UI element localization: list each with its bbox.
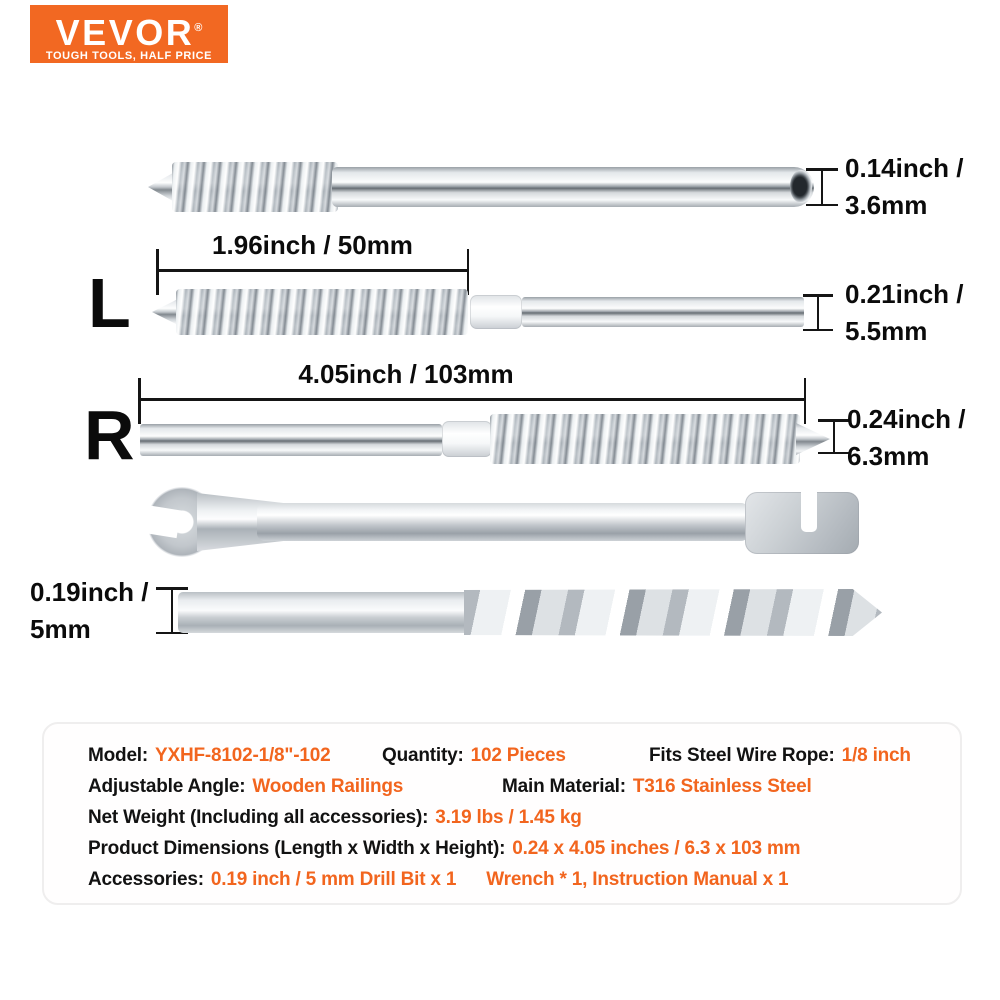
screw-swage-tube — [332, 167, 814, 207]
spec-label: Adjustable Angle: — [88, 776, 246, 797]
spec-material — [502, 776, 812, 798]
left-thread-letter: L — [88, 264, 131, 342]
wrench-jaw-opening — [135, 504, 181, 538]
marker-cap — [806, 204, 838, 207]
left-screw-length-label: 1.96inch / 50mm — [212, 230, 413, 260]
diameter-inch: 0.24inch / — [847, 404, 966, 434]
spec-value: T316 Stainless Steel — [632, 776, 812, 797]
diameter-mm: 5.5mm — [845, 316, 928, 346]
drill-flutes — [464, 589, 882, 636]
wrench-image — [145, 486, 860, 558]
right-screw-diameter-label — [847, 401, 966, 475]
brand-text: VEVOR — [55, 12, 195, 53]
screw-thread — [490, 414, 800, 464]
left-screw-diameter-label — [845, 276, 964, 350]
diameter-mm: 3.6mm — [845, 190, 928, 220]
dim-bar — [156, 269, 469, 272]
diameter-inch: 0.19inch / — [30, 577, 149, 607]
screw-thread — [172, 162, 338, 212]
spec-accessories — [88, 869, 788, 891]
marker-cap — [803, 329, 833, 332]
marker-line — [171, 587, 174, 634]
screw-thread — [176, 289, 468, 335]
brand-tagline: TOUGH TOOLS, HALF PRICE — [45, 50, 213, 62]
spec-value: 102 Pieces — [470, 745, 566, 766]
diameter-marker-left-screw — [803, 294, 833, 331]
spec-quantity — [382, 745, 566, 767]
marker-line — [833, 419, 836, 454]
diameter-inch: 0.14inch / — [845, 153, 964, 183]
registered-mark: ® — [194, 22, 203, 34]
drill-diameter-label — [30, 574, 149, 648]
marker-cap — [818, 452, 850, 455]
diameter-mm: 6.3mm — [847, 441, 930, 471]
spec-dimensions — [88, 838, 800, 860]
screw-hex-collar — [442, 421, 492, 457]
spec-value: 0.24 x 4.05 inches / 6.3 x 103 mm — [512, 838, 801, 859]
spec-value: YXHF-8102-1/8"-102 — [155, 745, 331, 766]
screw-swage-tube — [140, 424, 442, 456]
brand-name — [30, 8, 228, 53]
spec-value: 1/8 inch — [841, 745, 911, 766]
screw-hex-collar — [470, 295, 522, 329]
top-swage-screw-image — [146, 160, 836, 214]
wrench-handle — [257, 503, 749, 541]
spec-label: Product Dimensions (Length x Width x Height): — [88, 838, 506, 859]
marker-line — [817, 294, 820, 331]
diameter-marker-top — [806, 168, 838, 206]
spec-model — [88, 745, 330, 767]
right-screw-length-label: 4.05inch / 103mm — [298, 359, 514, 389]
dim-bar — [138, 398, 806, 401]
spec-label: Net Weight (Including all accessories): — [88, 807, 429, 828]
drill-shank — [178, 592, 470, 633]
drill-bit-image — [178, 589, 882, 636]
spec-label: Quantity: — [382, 745, 464, 766]
spec-panel — [42, 722, 962, 905]
left-swage-screw-image — [150, 286, 812, 338]
spec-rope — [649, 745, 911, 767]
spec-value: Wooden Railings — [252, 776, 404, 797]
spec-value: 0.19 inch / 5 mm Drill Bit x 1 — [210, 869, 457, 890]
top-screw-diameter-label — [845, 150, 964, 224]
right-thread-letter: R — [84, 396, 135, 474]
marker-line — [821, 168, 824, 206]
wrench-head-slot — [801, 490, 817, 532]
spec-angle — [88, 776, 403, 798]
spec-label: Model: — [88, 745, 149, 766]
vevor-logo — [30, 5, 228, 63]
diameter-marker-right-screw — [818, 419, 850, 454]
spec-weight — [88, 807, 582, 829]
spec-value: 3.19 lbs / 1.45 kg — [435, 807, 582, 828]
spec-label: Accessories: — [88, 869, 204, 890]
diameter-mm: 5mm — [30, 614, 91, 644]
spec-value: Wrench * 1, Instruction Manual x 1 — [486, 869, 789, 890]
spec-label: Fits Steel Wire Rope: — [649, 745, 835, 766]
diameter-inch: 0.21inch / — [845, 279, 964, 309]
right-swage-screw-image — [138, 412, 832, 466]
screw-swage-tube — [522, 297, 804, 327]
spec-label: Main Material: — [502, 776, 626, 797]
